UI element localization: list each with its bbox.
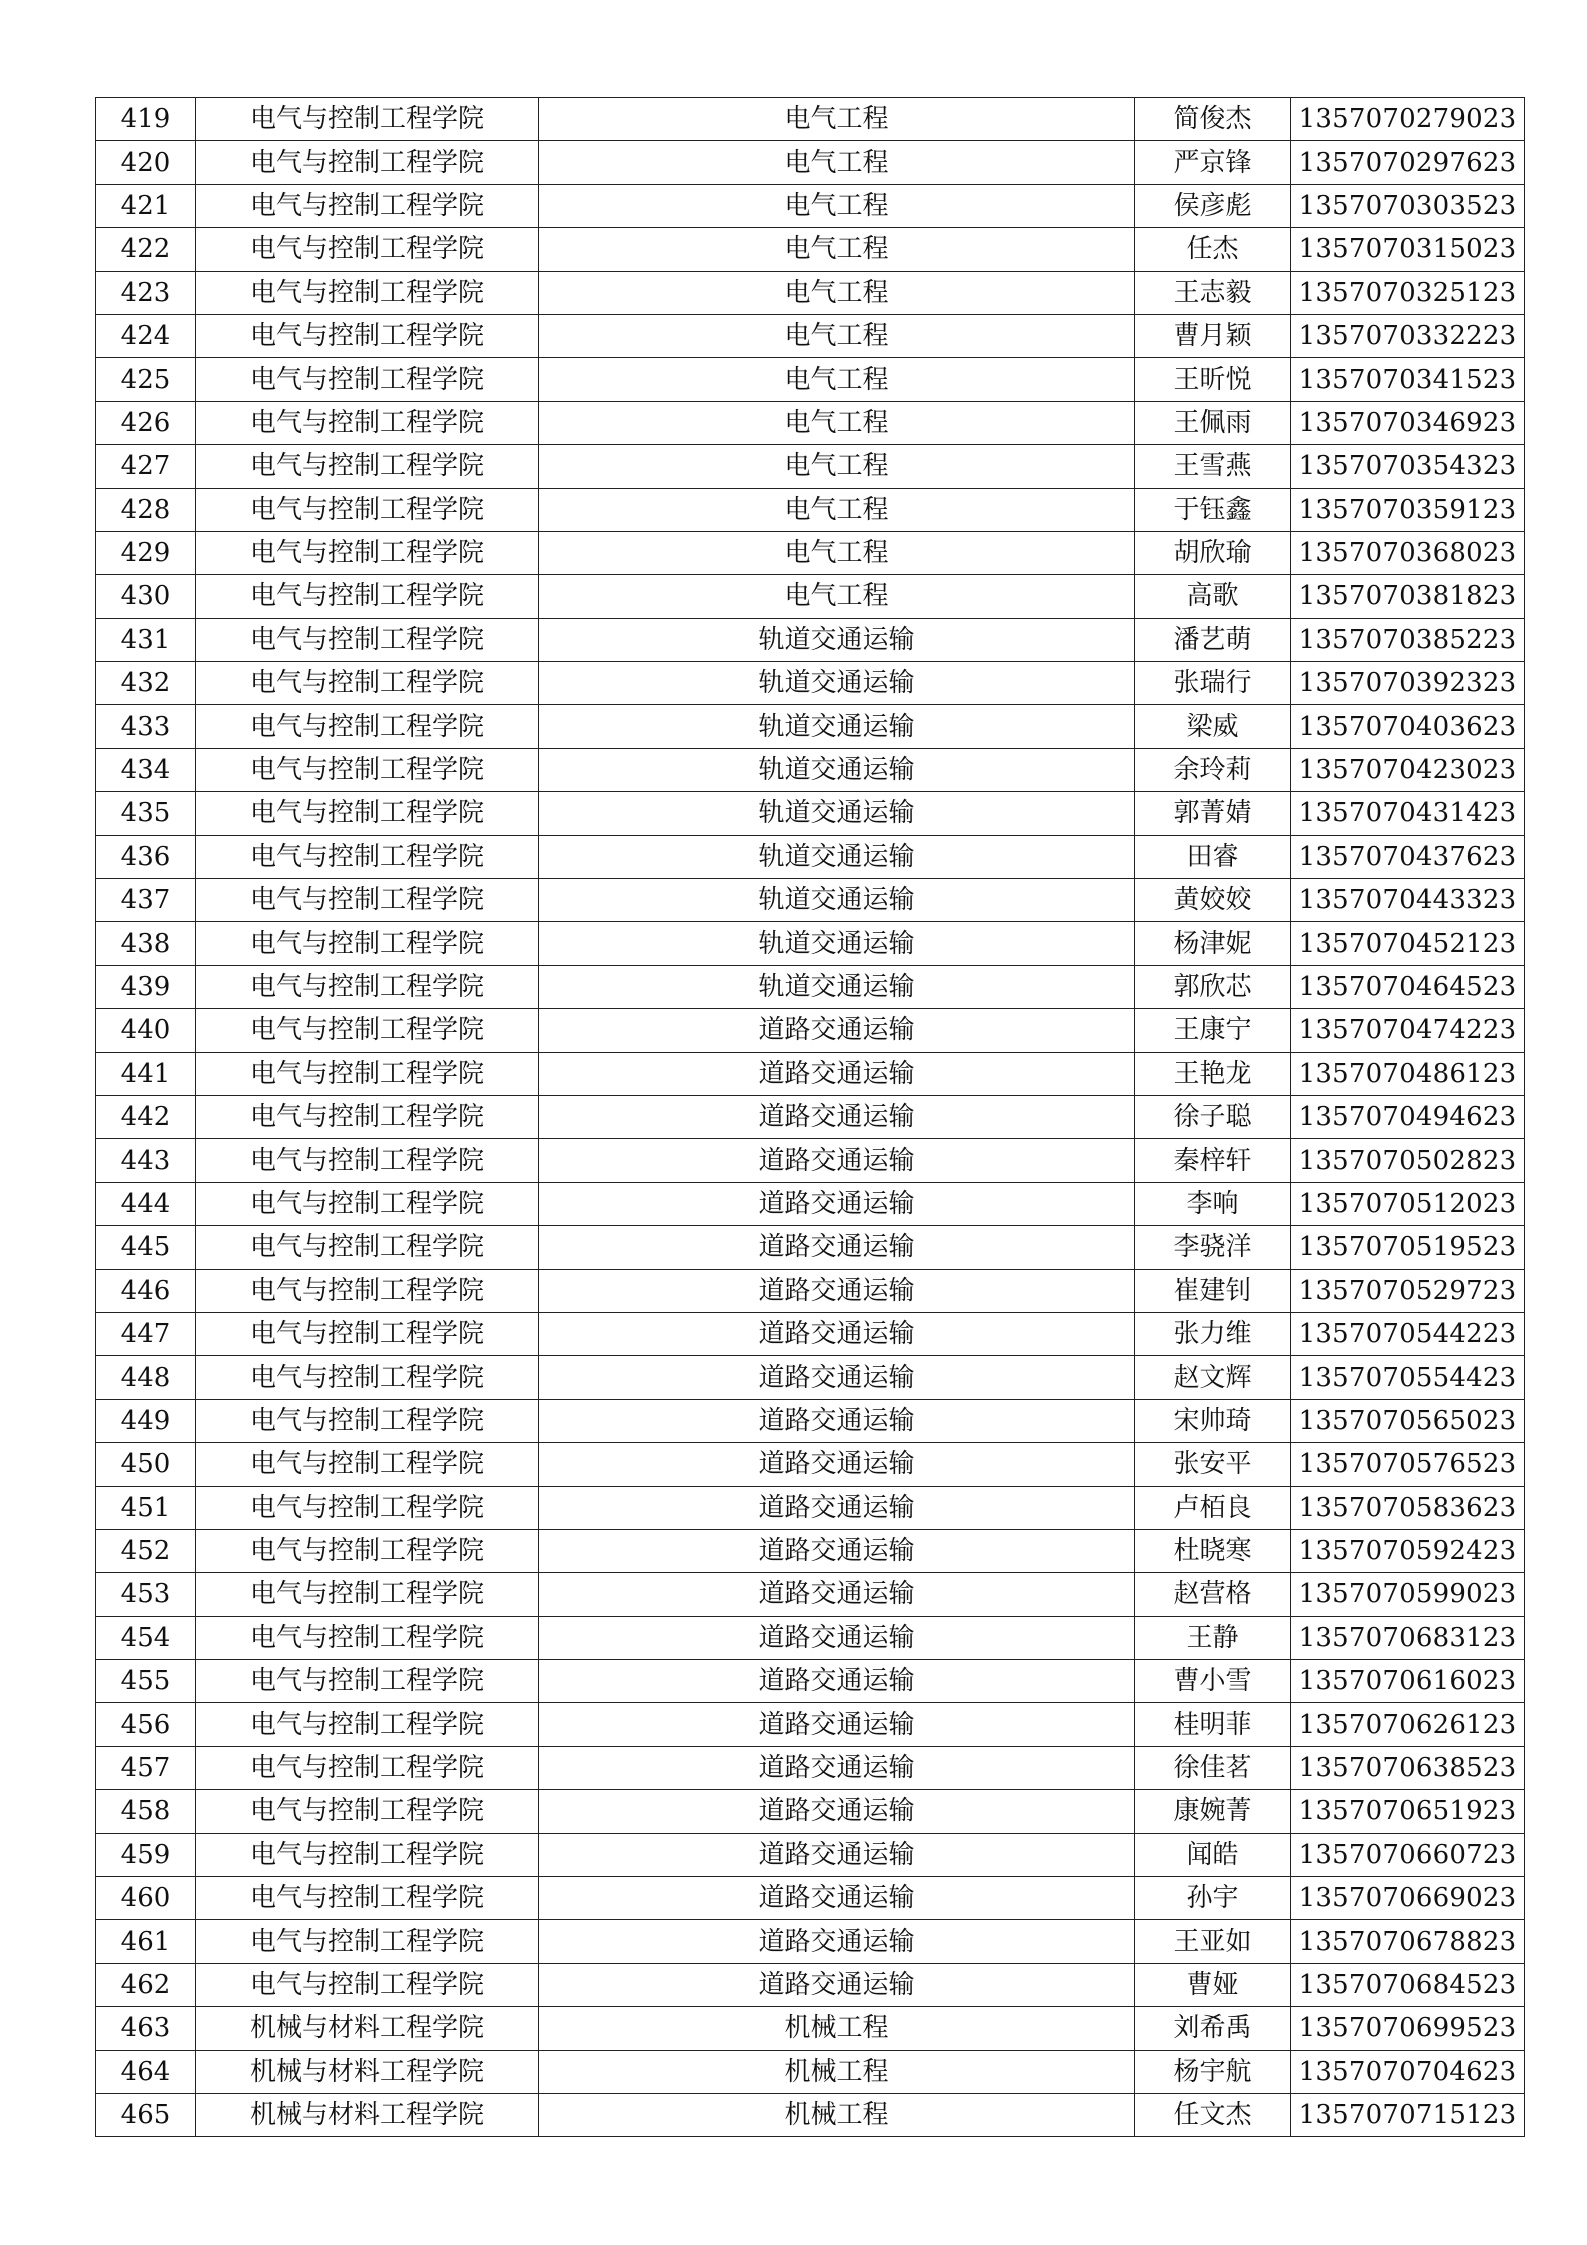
student-name-cell: 郭菁婧 [1135,792,1291,835]
college-cell: 电气与控制工程学院 [196,1356,539,1399]
table-row [96,445,1525,488]
student-name-cell: 赵营格 [1135,1573,1291,1616]
table-row [96,965,1525,1008]
student-name-cell: 李响 [1135,1182,1291,1225]
student-name-cell: 王静 [1135,1616,1291,1659]
table-row [96,1269,1525,1312]
student-name-cell: 郭欣芯 [1135,965,1291,1008]
student-id-cell: 1357070486123 [1291,1052,1525,1095]
table-row [96,98,1525,141]
row-number: 446 [96,1269,196,1312]
student-name-cell: 王佩雨 [1135,401,1291,444]
student-name-cell: 简俊杰 [1135,98,1291,141]
row-number: 461 [96,1920,196,1963]
college-cell: 电气与控制工程学院 [196,1009,539,1052]
table-row [96,1399,1525,1442]
table-row [96,1703,1525,1746]
major-cell: 轨道交通运输 [539,705,1135,748]
major-cell: 道路交通运输 [539,1703,1135,1746]
college-cell: 电气与控制工程学院 [196,1486,539,1529]
major-cell: 轨道交通运输 [539,879,1135,922]
student-id-cell: 1357070519523 [1291,1226,1525,1269]
row-number: 448 [96,1356,196,1399]
row-number: 449 [96,1399,196,1442]
table-row [96,1486,1525,1529]
student-name-cell: 王艳龙 [1135,1052,1291,1095]
major-cell: 轨道交通运输 [539,748,1135,791]
student-name-cell: 曹小雪 [1135,1660,1291,1703]
student-id-cell: 1357070354323 [1291,445,1525,488]
row-number: 447 [96,1312,196,1355]
college-cell: 电气与控制工程学院 [196,1573,539,1616]
row-number: 427 [96,445,196,488]
student-name-cell: 李骁洋 [1135,1226,1291,1269]
major-cell: 轨道交通运输 [539,662,1135,705]
student-name-cell: 王亚如 [1135,1920,1291,1963]
student-id-cell: 1357070279023 [1291,98,1525,141]
student-name-cell: 胡欣瑜 [1135,531,1291,574]
row-number: 422 [96,228,196,271]
student-id-cell: 1357070392323 [1291,662,1525,705]
table-row [96,271,1525,314]
college-cell: 电气与控制工程学院 [196,879,539,922]
college-cell: 电气与控制工程学院 [196,228,539,271]
row-number: 455 [96,1660,196,1703]
student-id-cell: 1357070502823 [1291,1139,1525,1182]
student-name-cell: 张力维 [1135,1312,1291,1355]
college-cell: 电气与控制工程学院 [196,965,539,1008]
row-number: 443 [96,1139,196,1182]
student-id-cell: 1357070576523 [1291,1443,1525,1486]
major-cell: 电气工程 [539,488,1135,531]
college-cell: 电气与控制工程学院 [196,531,539,574]
table-row [96,1920,1525,1963]
college-cell: 电气与控制工程学院 [196,1920,539,1963]
student-id-cell: 1357070341523 [1291,358,1525,401]
row-number: 421 [96,184,196,227]
table-row [96,1616,1525,1659]
major-cell: 道路交通运输 [539,1356,1135,1399]
college-cell: 电气与控制工程学院 [196,1052,539,1095]
major-cell: 道路交通运输 [539,1963,1135,2006]
table-row [96,1356,1525,1399]
student-name-cell: 赵文辉 [1135,1356,1291,1399]
row-number: 440 [96,1009,196,1052]
student-id-cell: 1357070359123 [1291,488,1525,531]
table-row [96,2050,1525,2093]
student-id-cell: 1357070385223 [1291,618,1525,661]
row-number: 438 [96,922,196,965]
student-name-cell: 任文杰 [1135,2093,1291,2136]
college-cell: 电气与控制工程学院 [196,314,539,357]
student-name-cell: 张安平 [1135,1443,1291,1486]
student-name-cell: 刘希禹 [1135,2007,1291,2050]
row-number: 426 [96,401,196,444]
student-id-cell: 1357070544223 [1291,1312,1525,1355]
college-cell: 电气与控制工程学院 [196,1312,539,1355]
row-number: 456 [96,1703,196,1746]
college-cell: 电气与控制工程学院 [196,141,539,184]
table-row [96,662,1525,705]
student-id-cell: 1357070651923 [1291,1790,1525,1833]
major-cell: 电气工程 [539,575,1135,618]
table-row [96,835,1525,878]
student-id-cell: 1357070474223 [1291,1009,1525,1052]
student-id-cell: 1357070431423 [1291,792,1525,835]
student-id-cell: 1357070704623 [1291,2050,1525,2093]
college-cell: 电气与控制工程学院 [196,401,539,444]
student-name-cell: 曹月颖 [1135,314,1291,357]
major-cell: 轨道交通运输 [539,618,1135,661]
table-row [96,1095,1525,1138]
row-number: 432 [96,662,196,705]
major-cell: 机械工程 [539,2050,1135,2093]
student-name-cell: 秦梓轩 [1135,1139,1291,1182]
college-cell: 电气与控制工程学院 [196,835,539,878]
major-cell: 电气工程 [539,184,1135,227]
table-row [96,879,1525,922]
major-cell: 轨道交通运输 [539,792,1135,835]
student-id-cell: 1357070638523 [1291,1746,1525,1789]
student-id-cell: 1357070699523 [1291,2007,1525,2050]
major-cell: 道路交通运输 [539,1877,1135,1920]
roster-table-body [96,98,1525,2137]
student-id-cell: 1357070660723 [1291,1833,1525,1876]
row-number: 433 [96,705,196,748]
table-row [96,618,1525,661]
college-cell: 电气与控制工程学院 [196,488,539,531]
table-row [96,1529,1525,1572]
college-cell: 电气与控制工程学院 [196,184,539,227]
student-id-cell: 1357070464523 [1291,965,1525,1008]
college-cell: 电气与控制工程学院 [196,1703,539,1746]
college-cell: 电气与控制工程学院 [196,358,539,401]
college-cell: 电气与控制工程学院 [196,1399,539,1442]
student-id-cell: 1357070512023 [1291,1182,1525,1225]
table-row [96,184,1525,227]
college-cell: 电气与控制工程学院 [196,1660,539,1703]
table-row [96,922,1525,965]
major-cell: 道路交通运输 [539,1226,1135,1269]
row-number: 423 [96,271,196,314]
student-id-cell: 1357070443323 [1291,879,1525,922]
college-cell: 电气与控制工程学院 [196,922,539,965]
row-number: 450 [96,1443,196,1486]
major-cell: 道路交通运输 [539,1920,1135,1963]
table-row [96,1833,1525,1876]
table-row [96,1746,1525,1789]
student-name-cell: 任杰 [1135,228,1291,271]
row-number: 430 [96,575,196,618]
row-number: 444 [96,1182,196,1225]
table-row [96,1182,1525,1225]
student-name-cell: 桂明菲 [1135,1703,1291,1746]
college-cell: 电气与控制工程学院 [196,1095,539,1138]
college-cell: 电气与控制工程学院 [196,271,539,314]
major-cell: 道路交通运输 [539,1269,1135,1312]
major-cell: 电气工程 [539,141,1135,184]
college-cell: 电气与控制工程学院 [196,1877,539,1920]
student-name-cell: 余玲莉 [1135,748,1291,791]
table-row [96,358,1525,401]
major-cell: 道路交通运输 [539,1182,1135,1225]
student-name-cell: 高歌 [1135,575,1291,618]
row-number: 452 [96,1529,196,1572]
major-cell: 道路交通运输 [539,1009,1135,1052]
college-cell: 机械与材料工程学院 [196,2050,539,2093]
row-number: 451 [96,1486,196,1529]
row-number: 453 [96,1573,196,1616]
student-name-cell: 王康宁 [1135,1009,1291,1052]
college-cell: 电气与控制工程学院 [196,1269,539,1312]
major-cell: 道路交通运输 [539,1443,1135,1486]
major-cell: 机械工程 [539,2007,1135,2050]
student-id-cell: 1357070684523 [1291,1963,1525,2006]
college-cell: 电气与控制工程学院 [196,1746,539,1789]
student-name-cell: 田睿 [1135,835,1291,878]
table-row [96,1877,1525,1920]
table-row [96,575,1525,618]
row-number: 464 [96,2050,196,2093]
student-name-cell: 徐子聪 [1135,1095,1291,1138]
student-name-cell: 徐佳茗 [1135,1746,1291,1789]
major-cell: 道路交通运输 [539,1399,1135,1442]
row-number: 431 [96,618,196,661]
table-row [96,705,1525,748]
row-number: 459 [96,1833,196,1876]
student-id-cell: 1357070452123 [1291,922,1525,965]
student-id-cell: 1357070325123 [1291,271,1525,314]
student-id-cell: 1357070437623 [1291,835,1525,878]
major-cell: 道路交通运输 [539,1139,1135,1182]
student-id-cell: 1357070297623 [1291,141,1525,184]
major-cell: 轨道交通运输 [539,835,1135,878]
college-cell: 电气与控制工程学院 [196,575,539,618]
table-row [96,792,1525,835]
row-number: 460 [96,1877,196,1920]
table-row [96,1573,1525,1616]
student-id-cell: 1357070565023 [1291,1399,1525,1442]
college-cell: 电气与控制工程学院 [196,1182,539,1225]
student-id-cell: 1357070616023 [1291,1660,1525,1703]
college-cell: 电气与控制工程学院 [196,1790,539,1833]
major-cell: 机械工程 [539,2093,1135,2136]
student-name-cell: 潘艺萌 [1135,618,1291,661]
major-cell: 电气工程 [539,401,1135,444]
student-name-cell: 孙宇 [1135,1877,1291,1920]
student-name-cell: 闻皓 [1135,1833,1291,1876]
major-cell: 轨道交通运输 [539,965,1135,1008]
row-number: 419 [96,98,196,141]
student-roster-table [95,97,1525,2137]
student-id-cell: 1357070423023 [1291,748,1525,791]
row-number: 454 [96,1616,196,1659]
table-row [96,314,1525,357]
student-id-cell: 1357070403623 [1291,705,1525,748]
student-id-cell: 1357070678823 [1291,1920,1525,1963]
college-cell: 机械与材料工程学院 [196,2007,539,2050]
college-cell: 电气与控制工程学院 [196,1963,539,2006]
college-cell: 电气与控制工程学院 [196,1139,539,1182]
college-cell: 电气与控制工程学院 [196,98,539,141]
row-number: 420 [96,141,196,184]
major-cell: 道路交通运输 [539,1790,1135,1833]
major-cell: 轨道交通运输 [539,922,1135,965]
student-id-cell: 1357070315023 [1291,228,1525,271]
row-number: 465 [96,2093,196,2136]
student-name-cell: 崔建钊 [1135,1269,1291,1312]
student-name-cell: 曹娅 [1135,1963,1291,2006]
student-id-cell: 1357070715123 [1291,2093,1525,2136]
college-cell: 电气与控制工程学院 [196,618,539,661]
student-name-cell: 杜晓寒 [1135,1529,1291,1572]
college-cell: 电气与控制工程学院 [196,705,539,748]
row-number: 439 [96,965,196,1008]
major-cell: 道路交通运输 [539,1573,1135,1616]
table-row [96,1052,1525,1095]
college-cell: 电气与控制工程学院 [196,792,539,835]
table-row [96,1790,1525,1833]
major-cell: 道路交通运输 [539,1486,1135,1529]
student-id-cell: 1357070583623 [1291,1486,1525,1529]
student-name-cell: 康婉菁 [1135,1790,1291,1833]
row-number: 424 [96,314,196,357]
student-name-cell: 卢栢良 [1135,1486,1291,1529]
table-row [96,1660,1525,1703]
student-name-cell: 侯彦彪 [1135,184,1291,227]
student-name-cell: 于钰鑫 [1135,488,1291,531]
row-number: 441 [96,1052,196,1095]
major-cell: 电气工程 [539,445,1135,488]
table-row [96,1139,1525,1182]
student-id-cell: 1357070494623 [1291,1095,1525,1138]
student-id-cell: 1357070529723 [1291,1269,1525,1312]
row-number: 429 [96,531,196,574]
major-cell: 道路交通运输 [539,1660,1135,1703]
student-name-cell: 杨津妮 [1135,922,1291,965]
college-cell: 电气与控制工程学院 [196,1443,539,1486]
student-name-cell: 宋帅琦 [1135,1399,1291,1442]
student-name-cell: 王志毅 [1135,271,1291,314]
student-id-cell: 1357070592423 [1291,1529,1525,1572]
row-number: 442 [96,1095,196,1138]
table-row [96,1963,1525,2006]
row-number: 458 [96,1790,196,1833]
major-cell: 道路交通运输 [539,1746,1135,1789]
major-cell: 道路交通运输 [539,1833,1135,1876]
college-cell: 电气与控制工程学院 [196,445,539,488]
student-id-cell: 1357070303523 [1291,184,1525,227]
college-cell: 电气与控制工程学院 [196,662,539,705]
row-number: 462 [96,1963,196,2006]
student-id-cell: 1357070626123 [1291,1703,1525,1746]
major-cell: 道路交通运输 [539,1529,1135,1572]
table-row [96,401,1525,444]
table-row [96,2093,1525,2136]
row-number: 428 [96,488,196,531]
row-number: 463 [96,2007,196,2050]
table-row [96,748,1525,791]
major-cell: 道路交通运输 [539,1312,1135,1355]
college-cell: 电气与控制工程学院 [196,748,539,791]
college-cell: 电气与控制工程学院 [196,1226,539,1269]
student-name-cell: 杨宇航 [1135,2050,1291,2093]
major-cell: 道路交通运输 [539,1095,1135,1138]
table-row [96,2007,1525,2050]
student-name-cell: 王昕悦 [1135,358,1291,401]
student-name-cell: 梁威 [1135,705,1291,748]
major-cell: 电气工程 [539,531,1135,574]
student-name-cell: 严京锋 [1135,141,1291,184]
student-id-cell: 1357070669023 [1291,1877,1525,1920]
major-cell: 电气工程 [539,271,1135,314]
table-row [96,488,1525,531]
major-cell: 电气工程 [539,98,1135,141]
student-id-cell: 1357070683123 [1291,1616,1525,1659]
student-id-cell: 1357070368023 [1291,531,1525,574]
college-cell: 电气与控制工程学院 [196,1529,539,1572]
major-cell: 电气工程 [539,228,1135,271]
table-row [96,531,1525,574]
major-cell: 电气工程 [539,314,1135,357]
row-number: 434 [96,748,196,791]
student-name-cell: 黄姣姣 [1135,879,1291,922]
row-number: 425 [96,358,196,401]
student-id-cell: 1357070346923 [1291,401,1525,444]
table-row [96,141,1525,184]
major-cell: 道路交通运输 [539,1616,1135,1659]
college-cell: 机械与材料工程学院 [196,2093,539,2136]
student-name-cell: 张瑞行 [1135,662,1291,705]
student-id-cell: 1357070554423 [1291,1356,1525,1399]
student-name-cell: 王雪燕 [1135,445,1291,488]
college-cell: 电气与控制工程学院 [196,1833,539,1876]
row-number: 445 [96,1226,196,1269]
major-cell: 道路交通运输 [539,1052,1135,1095]
student-id-cell: 1357070381823 [1291,575,1525,618]
table-row [96,1009,1525,1052]
table-row [96,1312,1525,1355]
student-id-cell: 1357070599023 [1291,1573,1525,1616]
row-number: 436 [96,835,196,878]
row-number: 437 [96,879,196,922]
table-row [96,228,1525,271]
major-cell: 电气工程 [539,358,1135,401]
table-row [96,1443,1525,1486]
table-row [96,1226,1525,1269]
row-number: 457 [96,1746,196,1789]
student-id-cell: 1357070332223 [1291,314,1525,357]
row-number: 435 [96,792,196,835]
college-cell: 电气与控制工程学院 [196,1616,539,1659]
